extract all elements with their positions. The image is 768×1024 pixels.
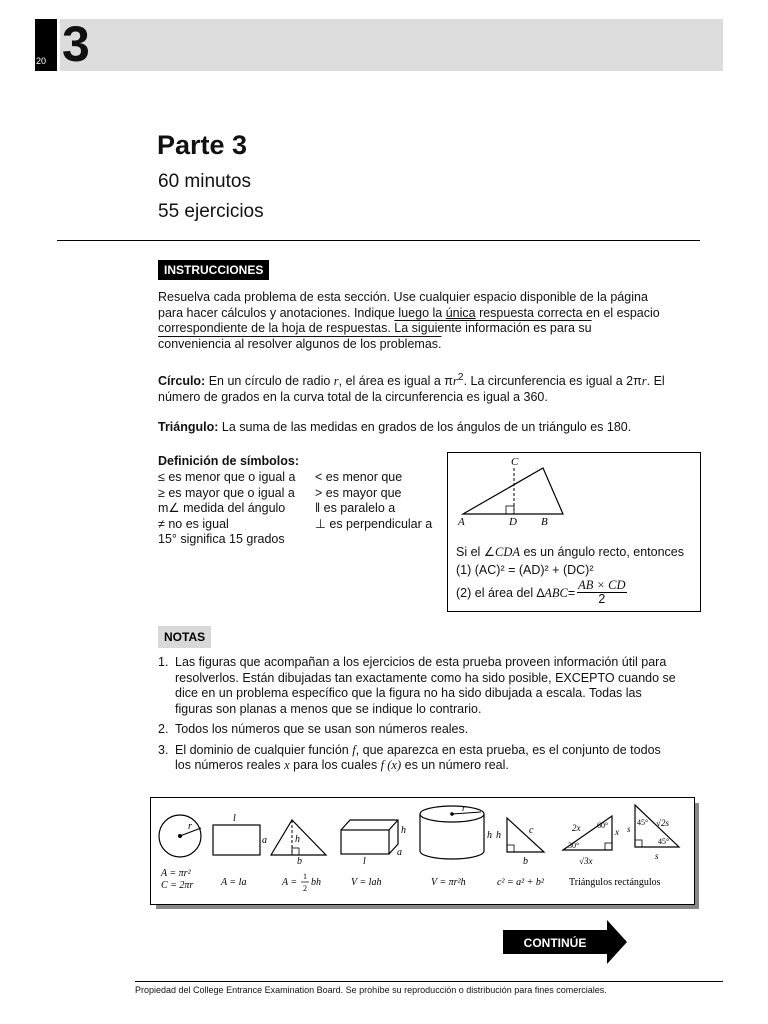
rectangle-area-formula: A = la xyxy=(221,877,247,888)
cylinder-figure xyxy=(420,806,484,859)
right-triangle-base-label: b xyxy=(523,856,528,867)
triangle-30-angle-label: 30° xyxy=(568,841,580,850)
triangle-45-vertical-leg-label: s xyxy=(627,824,631,834)
triangle-formula-numerator: 1 xyxy=(303,872,307,881)
cylinder-height-label: h xyxy=(487,830,492,841)
triangle-45-hypotenuse-label: √2s xyxy=(656,818,669,828)
notes-list xyxy=(158,655,678,779)
triangle-area-formula: A = xyxy=(282,877,298,888)
triangle-60-angle-label: 60° xyxy=(597,821,609,830)
instructions-label: INSTRUCCIONES xyxy=(158,260,269,280)
triangle-height-label: h xyxy=(295,834,300,845)
time-limit: 60 minutos xyxy=(158,171,251,192)
circle-area-formula: A = πr² xyxy=(161,868,191,879)
triangle-base-label: b xyxy=(297,856,302,867)
continue-arrow xyxy=(503,920,627,964)
circle-radius-label: r xyxy=(188,821,192,832)
symbol-def: ≥ es mayor que o igual a xyxy=(158,485,295,500)
box-width-label: a xyxy=(397,847,402,858)
right-triangle-figure xyxy=(507,818,544,852)
question-count: 55 ejercicios xyxy=(158,201,264,222)
triangle-45-bottom-angle-label: 45° xyxy=(658,837,670,846)
circle-circumference-formula: C = 2πr xyxy=(161,880,194,891)
box-length-label: l xyxy=(363,856,366,867)
fraction-numerator: AB × CD xyxy=(578,578,626,592)
rectangular-solid-figure xyxy=(341,820,398,854)
vertex-b-label: B xyxy=(541,516,548,528)
symbol-def: > es mayor que xyxy=(315,485,402,500)
right-triangle-height-label: h xyxy=(496,830,501,841)
vertex-c-label: C xyxy=(511,456,519,468)
triangle-info: Triángulo: La suma de las medidas en grados de los ángulos de un triángulo es 180. xyxy=(158,420,632,434)
copyright-footer: Propiedad del College Entrance Examination Board. Se prohíbe su reproducción o distribución para fines comerciales. xyxy=(135,985,607,995)
symbols-right xyxy=(315,470,450,532)
instructions-text: Resuelva cada problema de esta sección. Use cualquier espacio disponible de la página para hacer cálculos y anotaciones. Indique luego la única respuesta correcta en el espacio correspondiente de la hoja de respuestas. La siguiente información es para su conveniencia al resolver algunos de los problemas. xyxy=(158,290,660,351)
symbols-left xyxy=(158,470,318,548)
vertex-a-label: A xyxy=(458,516,465,528)
section-number: 3 xyxy=(62,16,90,72)
notes-label: NOTAS xyxy=(158,626,211,648)
area-statement: (2) el área del ∆ ABC = $\frac{AB \times CD}{2}$ xyxy=(456,578,626,606)
symbol-def: ≤ es menor que o igual a xyxy=(158,470,296,484)
triangle-diagram xyxy=(448,453,700,543)
right-angle-statement: Si el ∠CDA es un ángulo recto, entonces xyxy=(456,545,685,559)
page-number: 20 xyxy=(36,56,47,66)
symbol-def: ≠ no es igual xyxy=(158,516,229,531)
triangle-45-horizontal-leg-label: s xyxy=(655,851,659,861)
rectangle-length-label: l xyxy=(233,813,236,824)
part-title: Parte 3 xyxy=(157,130,248,160)
cylinder-radius-label: r xyxy=(462,803,466,814)
symbol-def: ‖ es paralelo a xyxy=(315,501,396,515)
rectangle-figure xyxy=(213,825,260,855)
triangle-box-text xyxy=(456,543,684,606)
triangle-30-long-leg-label: √3x xyxy=(579,856,593,866)
reference-figures xyxy=(150,797,695,905)
note-item: 2. Todos los números que se usan son números reales. xyxy=(158,722,469,736)
symbol-def: ⊥ es perpendicular a xyxy=(315,516,433,531)
rectangle-width-label: a xyxy=(262,835,267,846)
symbol-def: m∠ medida del ángulo xyxy=(158,501,286,515)
special-triangles-caption: Triángulos rectángulos xyxy=(569,877,661,888)
fraction-denominator: 2 xyxy=(598,592,606,606)
pythagoras-statement: (1) (AC)² = (AD)² + (DC)² xyxy=(456,563,594,577)
pythagorean-formula: c² = a² + b² xyxy=(497,877,544,888)
figures-drawing xyxy=(151,798,694,904)
box-volume-formula: V = lah xyxy=(351,877,382,888)
right-triangle-hypotenuse-label: c xyxy=(529,825,534,836)
triangle-30-hypotenuse-label: 2x xyxy=(572,823,581,833)
arrow-right-icon xyxy=(503,920,627,964)
note-item: 1. Las figuras que acompañan a los ejercicios de esta prueba proveen información útil para resolverlos. Están dibujadas tan exactamente como ha sido posible, EXCEPTO cuando se dice en un problema específico que la figura no ha sido dibujada a escala. Todas las figuras son planas a menos que se indique lo contrario. xyxy=(158,655,676,716)
symbols-title: Definición de símbolos: xyxy=(158,454,299,468)
circle-info: Círculo: En un círculo de radio r, el área es igual a $\pi r^2$. La circunferencia es igual a 2πr. El número de grados en la curva total de la circunferencia es igual a 360. xyxy=(158,372,665,404)
symbol-def: < es menor que xyxy=(315,470,403,484)
divider xyxy=(57,240,700,241)
symbol-def: 15° significa 15 grados xyxy=(158,532,285,546)
triangle-30-short-leg-label: x xyxy=(615,827,619,837)
triangle-formula-denominator: 2 xyxy=(303,884,307,893)
point-d-label: D xyxy=(509,516,517,528)
footer-divider xyxy=(135,981,723,982)
box-height-label: h xyxy=(401,825,406,836)
continue-label: CONTINÚE xyxy=(523,936,587,950)
section-header-bar xyxy=(60,19,723,71)
cylinder-volume-formula: V = πr²h xyxy=(431,877,466,888)
triangle-formula-bh: bh xyxy=(311,877,321,888)
triangle-45-top-angle-label: 45° xyxy=(637,818,649,827)
note-item: 3. El dominio de cualquier función f, que aparezca en esta prueba, es el conjunto de todos los números reales x para los cuales f (x) es un número real. xyxy=(158,742,661,772)
